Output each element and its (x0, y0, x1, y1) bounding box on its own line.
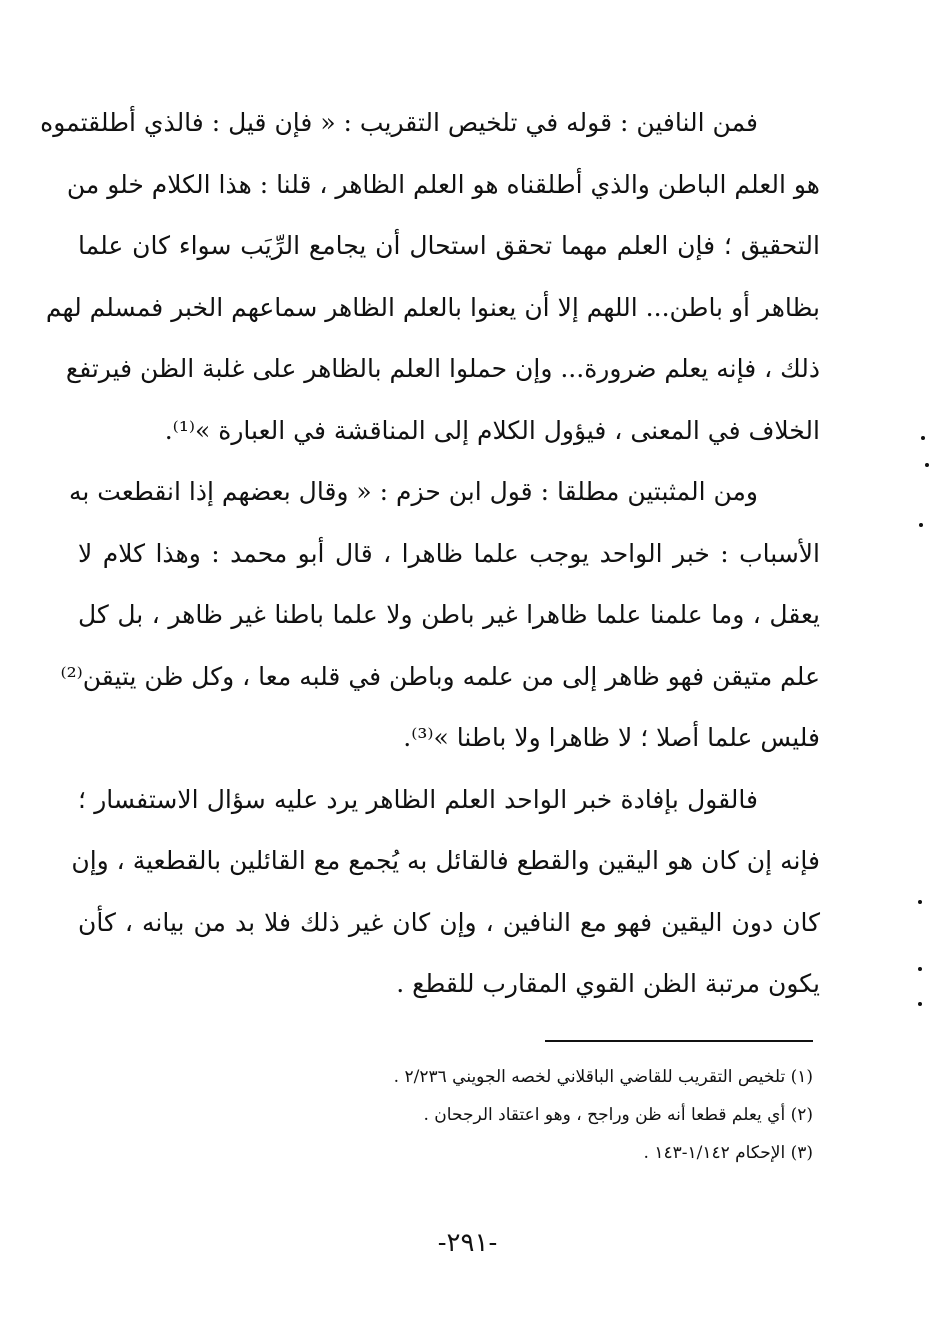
margin-mark (921, 436, 925, 440)
margin-mark (925, 463, 929, 467)
text-line: ذلك ، فإنه يعلم ضرورة... وإن حملوا العلم بالظاهر على غلبة الظن فيرتفع (65, 354, 820, 383)
text-line: بظاهر أو باطن... اللهم إلا أن يعنوا بالعلم الظاهر سماعهم الخبر فمسلم لهم (45, 292, 820, 322)
margin-mark (918, 967, 922, 971)
text-line: فمن النافين : قوله في تلخيص التقريب : « فإن قيل : فالذي أطلقتموه (40, 108, 758, 137)
text-line: التحقيق ؛ فإن العلم مهما تحقق استحال أن يجامع الرِّيَب سواء كان علما (78, 231, 820, 260)
text-line: كان دون اليقين فهو مع النافين ، وإن كان غير ذلك فلا بد من بيانه ، كأن (78, 907, 820, 937)
footnote: (٢) أي يعلم قطعا أنه ظن وراجح ، وهو اعتقاد الرجحان . (423, 1105, 813, 1125)
main-text (40, 92, 820, 1015)
margin-mark (919, 523, 923, 527)
footnote: (٣) الإحكام ١/١٤٢-١٤٣ . (643, 1143, 813, 1163)
text-line: الأسباب : خبر الواحد يوجب علما ظاهرا ، قال أبو محمد : وهذا كلام لا (78, 538, 820, 568)
text-line: يكون مرتبة الظن القوي المقارب للقطع . (396, 969, 820, 998)
text-line: علم متيقن فهو ظاهر إلى من علمه وباطن في قلبه معا ، وكل ظن يتيقن⁽²⁾ (60, 661, 820, 691)
margin-mark (918, 900, 922, 904)
margin-mark (918, 1002, 922, 1006)
text-line: يعقل ، وما علمنا علما ظاهرا غير باطن ولا علما باطنا غير ظاهر ، بل كل (78, 600, 820, 629)
page-number: -٢٩١- (437, 1228, 498, 1258)
text-line: فإنه إن كان هو اليقين والقطع فالقائل به يُجمع مع القائلين بالقطعية ، وإن (71, 846, 820, 875)
footnotes (213, 1058, 813, 1172)
text-line: فليس علما أصلا ؛ لا ظاهرا ولا باطنا »⁽³⁾. (403, 723, 820, 752)
text-line: ومن المثبتين مطلقا : قول ابن حزم : « وقال بعضهم إذا انقطعت به (68, 477, 758, 506)
footnote: (١) تلخيص التقريب للقاضي الباقلاني لخصه الجويني ٢/٢٣٦ . (393, 1067, 813, 1087)
text-line: فالقول بإفادة خبر الواحد العلم الظاهر يرد عليه سؤال الاستفسار ؛ (78, 784, 758, 814)
text-line: هو العلم الباطن والذي أطلقناه هو العلم الظاهر ، قلنا : هذا الكلام خلو من (66, 169, 820, 199)
footnote-divider (545, 1040, 813, 1042)
text-line: الخلاف في المعنى ، فيؤول الكلام إلى المناقشة في العبارة »⁽¹⁾. (164, 415, 820, 445)
